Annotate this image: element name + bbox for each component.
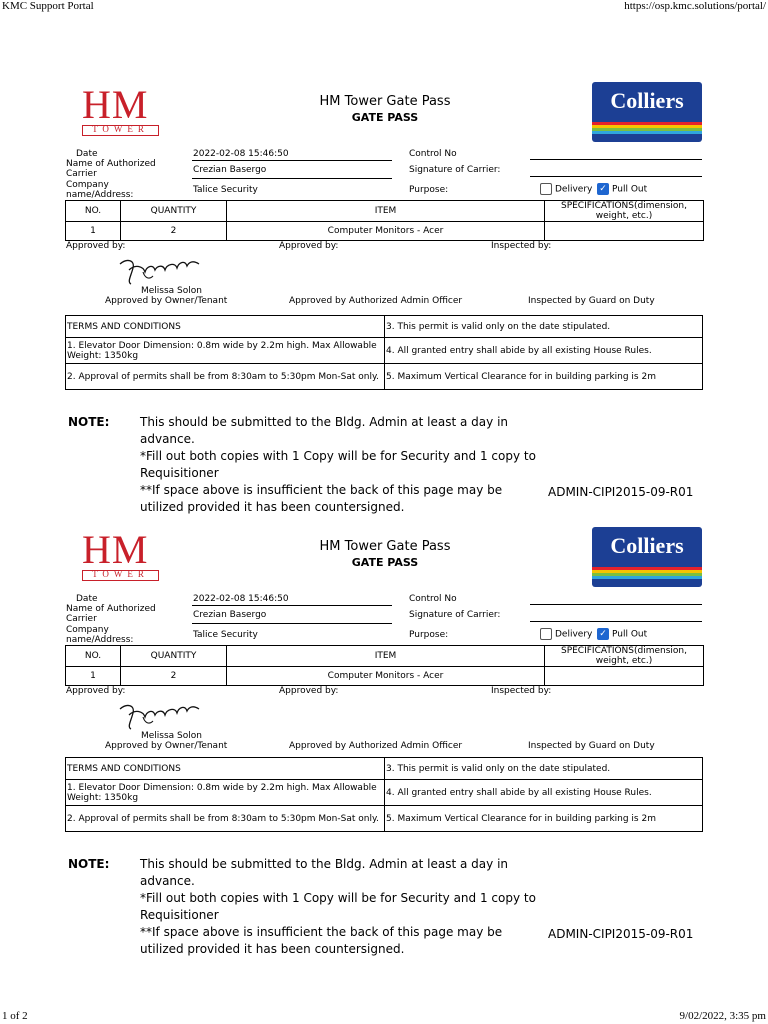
company-value: Talice Security	[193, 185, 258, 195]
gate-pass-copy-1	[0, 82, 768, 552]
colliers-logo: Colliers	[592, 527, 702, 587]
purpose-label: Purpose:	[409, 185, 449, 195]
reference-code: ADMIN-CIPI2015-09-R01	[548, 927, 694, 941]
authorized-carrier-value: Crezian Basergo	[193, 165, 267, 175]
page-indicator: 1 of 2	[2, 1010, 28, 1022]
col-specifications: SPECIFICATIONS(dimension, weight, etc.)	[545, 201, 704, 222]
signature-label: Signature of Carrier:	[409, 165, 501, 175]
pass-subtitle: GATE PASS	[351, 111, 419, 124]
note-line-3: **If space above is insufficient the back of this page may be utilized provided it has been countersigned.	[140, 483, 503, 514]
col-quantity: QUANTITY	[121, 646, 227, 667]
note-label: NOTE:	[68, 857, 110, 871]
approved-by-label-1: Approved by:	[66, 686, 126, 696]
col-item: ITEM	[227, 201, 545, 222]
purpose-label: Purpose:	[409, 630, 449, 640]
date-label: Date	[76, 594, 98, 604]
role-admin: Approved by Authorized Admin Officer	[289, 741, 463, 751]
note-line-1: This should be submitted to the Bldg. Admin at least a day in advance.	[140, 857, 509, 888]
row-no: 1	[66, 222, 121, 241]
pass-title: HM Tower Gate Pass	[319, 539, 451, 554]
col-specifications: SPECIFICATIONS(dimension, weight, etc.)	[545, 646, 704, 667]
row-item: Computer Monitors - Acer	[227, 222, 545, 241]
terms-table	[65, 315, 703, 390]
hm-tower-logo: HM TOWER	[82, 530, 162, 581]
term-2: 2. Approval of permits shall be from 8:30am to 5:30pm Mon-Sat only.	[66, 364, 385, 390]
term-3: 3. This permit is valid only on the date stipulated.	[385, 316, 703, 338]
note-text	[140, 856, 540, 958]
signer-name: Melissa Solon	[141, 731, 202, 741]
colliers-logo: Colliers	[592, 82, 702, 142]
note-line-2: *Fill out both copies with 1 Copy will be for Security and 1 copy to Requisitioner	[140, 449, 536, 480]
date-label: Date	[76, 149, 98, 159]
items-table	[65, 645, 704, 686]
control-no-label: Control No	[409, 594, 457, 604]
term-3: 3. This permit is valid only on the date stipulated.	[385, 758, 703, 780]
authorized-carrier-label: Name of Authorized Carrier	[66, 159, 156, 179]
items-table	[65, 200, 704, 241]
role-admin: Approved by Authorized Admin Officer	[289, 296, 463, 306]
row-quantity: 2	[121, 222, 227, 241]
col-item: ITEM	[227, 646, 545, 667]
note-line-1: This should be submitted to the Bldg. Admin at least a day in advance.	[140, 415, 509, 446]
signer-name: Melissa Solon	[141, 286, 202, 296]
term-1: 1. Elevator Door Dimension: 0.8m wide by 2.2m high. Max Allowable Weight: 1350kg	[66, 338, 385, 364]
role-guard: Inspected by Guard on Duty	[528, 741, 655, 751]
pass-title: HM Tower Gate Pass	[319, 94, 451, 109]
pass-subtitle: GATE PASS	[351, 556, 419, 569]
print-timestamp: 9/02/2022, 3:35 pm	[679, 1010, 766, 1022]
reference-code: ADMIN-CIPI2015-09-R01	[548, 485, 694, 499]
row-item: Computer Monitors - Acer	[227, 667, 545, 686]
authorized-carrier-label: Name of Authorized Carrier	[66, 604, 156, 624]
company-label: Company name/Address:	[66, 180, 134, 200]
inspected-by-label: Inspected by:	[491, 686, 552, 696]
note-line-2: *Fill out both copies with 1 Copy will be for Security and 1 copy to Requisitioner	[140, 891, 536, 922]
pullout-checkbox[interactable]: ✓ Pull Out	[597, 628, 647, 640]
term-5: 5. Maximum Vertical Clearance for in building parking is 2m	[385, 806, 703, 832]
row-quantity: 2	[121, 667, 227, 686]
approved-by-label-2: Approved by:	[279, 686, 339, 696]
approved-by-label-1: Approved by:	[66, 241, 126, 251]
hm-tower-logo: HM TOWER	[82, 85, 162, 136]
role-guard: Inspected by Guard on Duty	[528, 296, 655, 306]
browser-url[interactable]: https://osp.kmc.solutions/portal/	[624, 0, 766, 12]
terms-header: TERMS AND CONDITIONS	[66, 758, 385, 780]
company-label: Company name/Address:	[66, 625, 134, 645]
control-no-label: Control No	[409, 149, 457, 159]
gate-pass-copy-2	[0, 527, 768, 997]
company-value: Talice Security	[193, 630, 258, 640]
term-2: 2. Approval of permits shall be from 8:30am to 5:30pm Mon-Sat only.	[66, 806, 385, 832]
col-no: NO.	[66, 646, 121, 667]
term-4: 4. All granted entry shall abide by all existing House Rules.	[385, 338, 703, 364]
term-4: 4. All granted entry shall abide by all existing House Rules.	[385, 780, 703, 806]
pullout-checkbox[interactable]: ✓ Pull Out	[597, 183, 647, 195]
date-value: 2022-02-08 15:46:50	[193, 594, 289, 604]
role-owner: Approved by Owner/Tenant	[105, 741, 228, 751]
row-specifications	[545, 667, 704, 686]
term-5: 5. Maximum Vertical Clearance for in building parking is 2m	[385, 364, 703, 390]
signature-label: Signature of Carrier:	[409, 610, 501, 620]
browser-title: KMC Support Portal	[2, 0, 94, 12]
date-value: 2022-02-08 15:46:50	[193, 149, 289, 159]
signature-image	[115, 252, 205, 288]
note-label: NOTE:	[68, 415, 110, 429]
term-1: 1. Elevator Door Dimension: 0.8m wide by 2.2m high. Max Allowable Weight: 1350kg	[66, 780, 385, 806]
col-quantity: QUANTITY	[121, 201, 227, 222]
row-no: 1	[66, 667, 121, 686]
role-owner: Approved by Owner/Tenant	[105, 296, 228, 306]
authorized-carrier-value: Crezian Basergo	[193, 610, 267, 620]
col-no: NO.	[66, 201, 121, 222]
note-text	[140, 414, 540, 516]
delivery-checkbox[interactable]: Delivery	[540, 628, 592, 640]
terms-table	[65, 757, 703, 832]
row-specifications	[545, 222, 704, 241]
note-line-3: **If space above is insufficient the back of this page may be utilized provided it has been countersigned.	[140, 925, 503, 956]
inspected-by-label: Inspected by:	[491, 241, 552, 251]
delivery-checkbox[interactable]: Delivery	[540, 183, 592, 195]
approved-by-label-2: Approved by:	[279, 241, 339, 251]
signature-image	[115, 697, 205, 733]
terms-header: TERMS AND CONDITIONS	[66, 316, 385, 338]
